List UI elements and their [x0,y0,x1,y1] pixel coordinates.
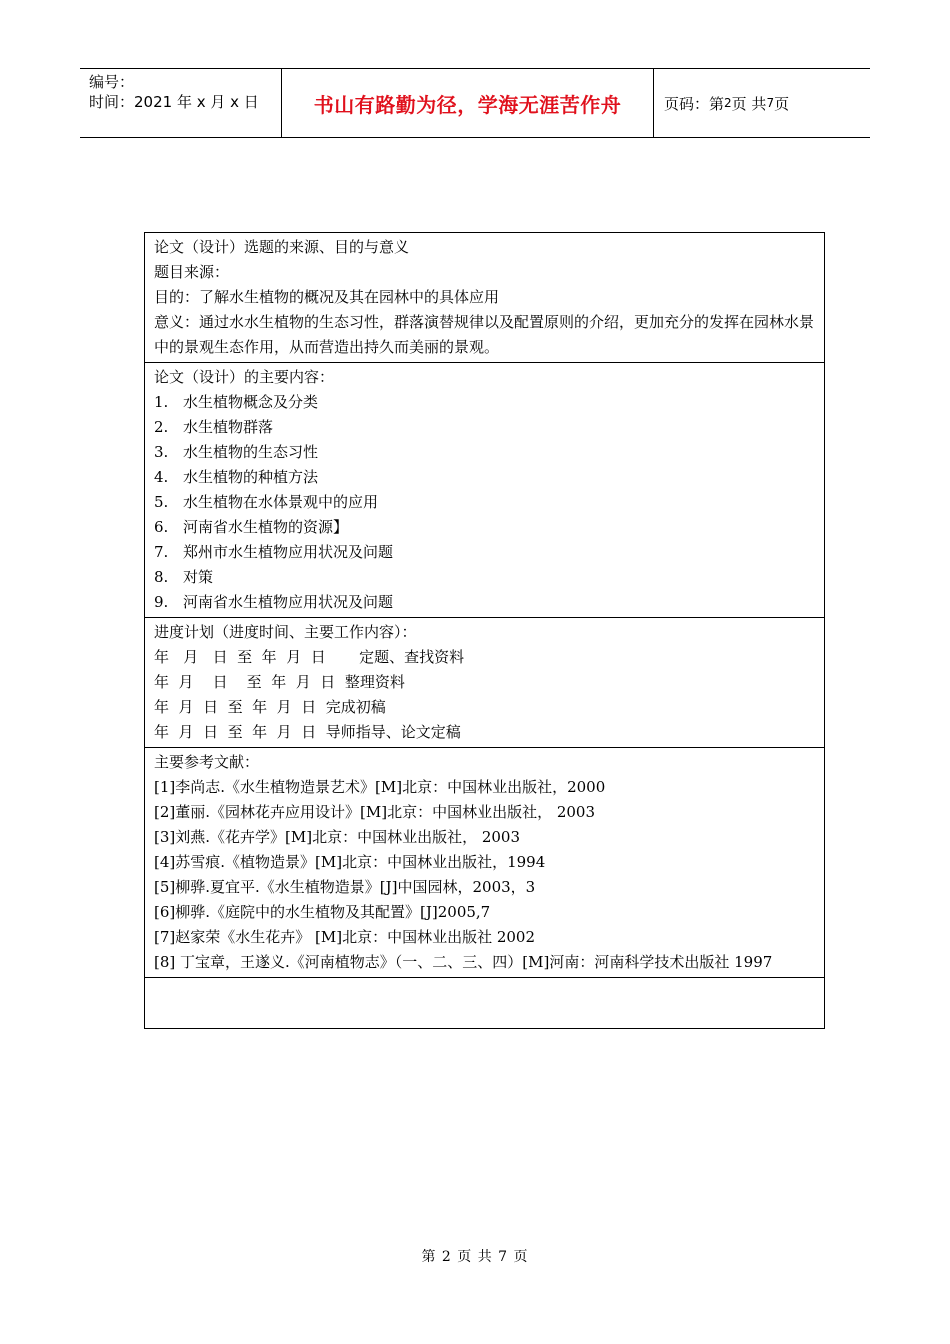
content-item [154,465,815,490]
content-item-text: 郑州市水生植物应用状况及问题 [183,543,394,561]
section-source-purpose [145,233,824,363]
content-item-text: 水生植物在水体景观中的应用 [183,493,379,511]
content-item-text: 水生植物的种植方法 [183,468,319,486]
content-item [154,540,815,565]
page-footer: 第 2 页 共 7 页 [421,1249,529,1265]
schedule-list [154,645,815,745]
content-item-number: 8. [154,568,169,586]
schedule-row: 年 月 日 至 年 月 日 导师指导、论文定稿 [154,723,461,741]
section-references [145,748,824,978]
content-item-text: 河南省水生植物应用状况及问题 [183,593,394,611]
topic-source: 题目来源： [154,263,230,281]
page-prefix: 页码：第 [664,94,725,113]
content-item-number: 9. [154,593,169,611]
content-item [154,440,815,465]
content-item [154,415,815,440]
content-item [154,565,815,590]
section-title: 主要参考文献： [154,753,260,771]
reference-item: [2]董丽.《园林花卉应用设计》[M]北京：中国林业出版社， 2003 [154,803,596,821]
section-main-content [145,363,824,618]
content-item-text: 水生植物的生态习性 [183,443,319,461]
content-item-number: 3. [154,443,169,461]
reference-item: [8] 丁宝章，王遂义.《河南植物志》（一、二、三、四）[M]河南：河南科学技术出版社 1997 [154,953,773,971]
reference-item: [6]柳骅.《庭院中的水生植物及其配置》[J]2005,7 [154,903,491,921]
content-item-text: 水生植物概念及分类 [183,393,319,411]
motto-text: 书山有路勤为径，学海无涯苦作舟 [313,92,622,117]
content-item [154,590,815,615]
reference-item: [4]苏雪痕.《植物造景》[M]北京：中国林业出版社，1994 [154,853,546,871]
header-meta [80,69,282,137]
header-motto-cell [282,69,654,137]
page-current: 2 [724,96,732,110]
page-header [80,68,870,138]
section-title: 论文（设计）的主要内容： [154,368,335,386]
content-item-number: 7. [154,543,169,561]
serial-number-label: 编号： [89,73,135,91]
content-list [154,390,815,615]
section-blank [145,978,824,1028]
section-title: 进度计划（进度时间、主要工作内容）： [154,623,417,641]
schedule-row: 年 月 日 至 年 月 日 整理资料 [154,673,405,691]
page-total: 7 [766,96,775,110]
topic-meaning: 意义：通过水水生植物的生态习性，群落演替规律以及配置原则的介绍，更加充分的发挥在园林水景中的景观生态作用，从而营造出持久而美丽的景观。 [154,313,815,356]
schedule-row: 年 月 日 至 年 月 日 完成初稿 [154,698,386,716]
content-item-number: 1. [154,393,169,411]
content-item-text: 河南省水生植物的资源】 [183,518,349,536]
content-item-number: 6. [154,518,169,536]
reference-item: [3]刘燕.《花卉学》[M]北京：中国林业出版社， 2003 [154,828,521,846]
date-label: 时间：2021 年 x 月 x 日 [89,93,259,111]
reference-item: [5]柳骅.夏宜平.《水生植物造景》[J]中国园林，2003，3 [154,878,536,896]
header-page-info [654,69,870,137]
content-item-number: 4. [154,468,169,486]
section-schedule [145,618,824,748]
content-item-text: 对策 [183,568,214,586]
page-suffix: 页 [774,94,790,113]
content-item [154,515,815,540]
section-title: 论文（设计）选题的来源、目的与意义 [154,238,410,256]
reference-item: [1]李尚志.《水生植物造景艺术》[M]北京：中国林业出版社，2000 [154,778,606,796]
content-item-number: 5. [154,493,169,511]
reference-item: [7]赵家荣《水生花卉》 [M]北京：中国林业出版社 2002 [154,928,536,946]
topic-purpose: 目的：了解水生植物的概况及其在园林中的具体应用 [154,288,500,306]
content-item [154,490,815,515]
proposal-form [144,232,825,1029]
content-item-text: 水生植物群落 [183,418,274,436]
content-item-number: 2. [154,418,169,436]
schedule-row: 年 月 日 至 年 月 日 定题、查找资料 [154,648,465,666]
page-mid: 页 共 [731,94,767,113]
reference-list [154,775,815,975]
content-item [154,390,815,415]
